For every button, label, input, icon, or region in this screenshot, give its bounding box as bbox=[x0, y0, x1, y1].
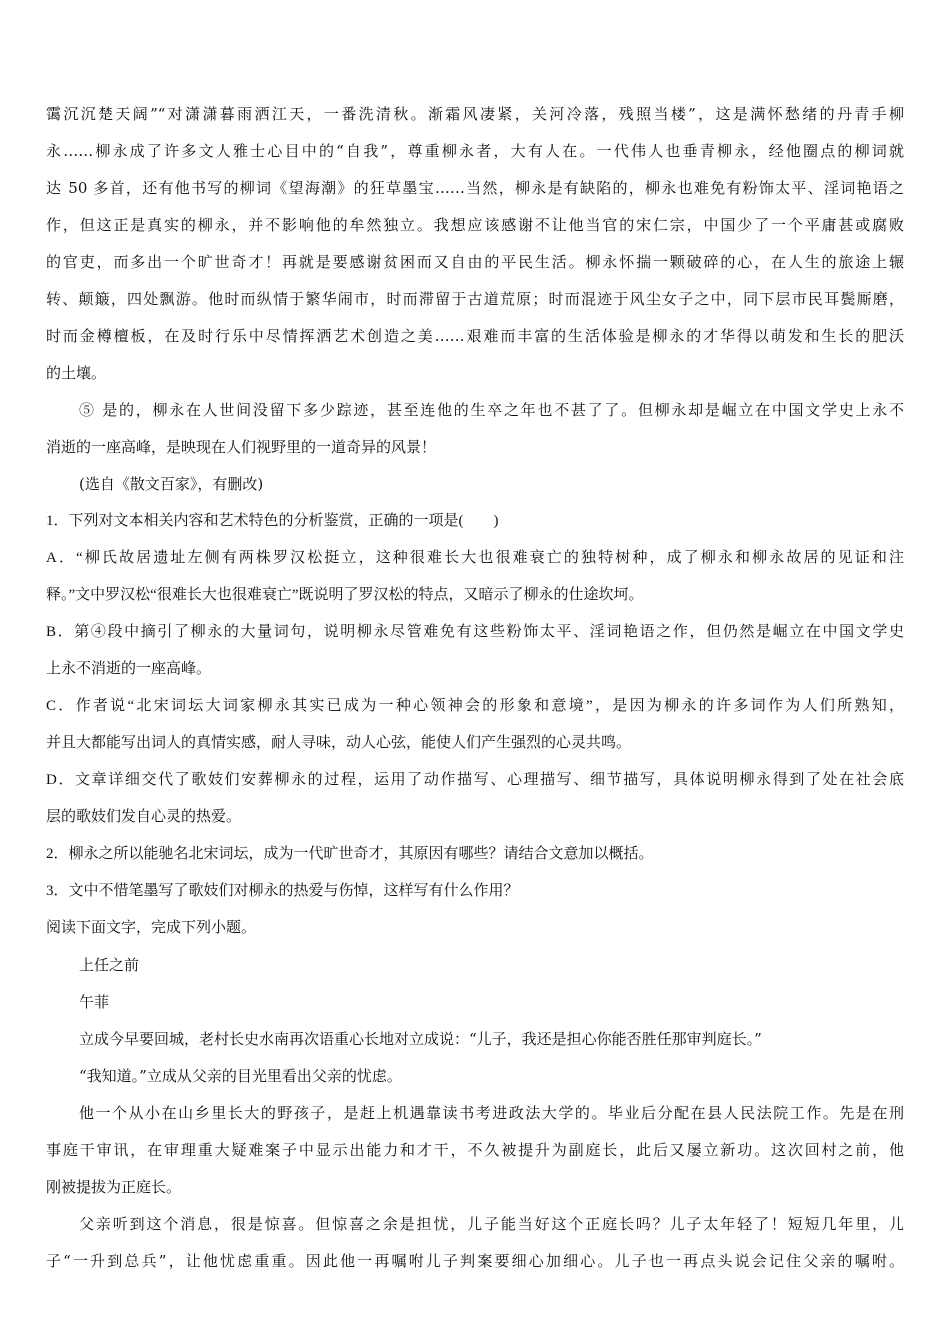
story-author: 午菲 bbox=[79, 993, 110, 1011]
passage1-paragraph4 bbox=[46, 96, 904, 392]
passage1-paragraph5 bbox=[46, 392, 904, 466]
option-line: D．文章详细交代了歌妓们安葬柳永的过程，运用了动作描写、心理描写、细节描写，具体说明柳永得到了处在社会底 bbox=[46, 772, 904, 788]
option-line: A．“柳氏故居遗址左侧有两株罗汉松挺立，这种很难长大也很难衰亡的独特树种，成了柳永和柳永故居的见证和注 bbox=[46, 550, 904, 566]
text-line: 父亲听到这个消息，很是惊喜。但惊喜之余是担忧，儿子能当好这个正庭长吗？儿子太年轻了！短短几年里，儿 bbox=[79, 1215, 904, 1233]
text-line: 刚被提拔为正庭长。 bbox=[46, 1178, 182, 1196]
text-line: 的官吏，而多出一个旷世奇才！再就是要感谢贫困而又自由的平民生活。柳永怀揣一颗破碎的心，在人生的旅途上辗 bbox=[46, 253, 904, 271]
option-d bbox=[46, 762, 904, 836]
option-c bbox=[46, 688, 904, 762]
text-line: 事庭干审讯，在审理重大疑难案子中显示出能力和才干，不久被提升为副庭长，此后又屡立新功。这次回村之前，他 bbox=[46, 1141, 904, 1159]
text-line: 霭沉沉楚天阔”“对潇潇暮雨洒江天，一番洗清秋。渐霜风凄紧，关河冷落，残照当楼”，这是满怀愁绪的丹青手柳 bbox=[46, 105, 904, 123]
text-line: 的土壤。 bbox=[46, 364, 107, 382]
text-line: 达 50 多首，还有他书写的柳词《望海潮》的狂草墨宝……当然，柳永是有缺陷的，柳永也难免有粉饰太平、淫词艳语之 bbox=[46, 179, 904, 197]
text-line: 消逝的一座高峰，是映现在人们视野里的一道奇异的风景！ bbox=[46, 438, 437, 456]
text-line: 转、颠簸，四处飘游。他时而纵情于繁华闹市，时而滞留于古道荒原；时而混迹于风尘女子之中，同下层市民耳鬓厮磨， bbox=[46, 290, 904, 308]
option-line: B．第④段中摘引了柳永的大量词句，说明柳永尽管难免有这些粉饰太平、淫词艳语之作，但仍然是崛立在中国文学史 bbox=[46, 624, 904, 640]
story-paragraph-4 bbox=[46, 1206, 904, 1280]
option-line: 层的歌妓们发自心灵的热爱。 bbox=[46, 809, 242, 825]
reading-instruction: 阅读下面文字，完成下列小题。 bbox=[46, 920, 257, 936]
option-line: C．作者说“北宋词坛大词家柳永其实已成为一种心领神会的形象和意境”，是因为柳永的许多词作为人们所熟知， bbox=[46, 698, 904, 714]
text-line: ⑤ 是的，柳永在人世间没留下多少踪迹，甚至连他的生卒之年也不甚了了。但柳永却是崛立在中国文学史上永不 bbox=[79, 401, 904, 419]
story-paragraph-2: “我知道。”立成从父亲的目光里看出父亲的忧虑。 bbox=[79, 1067, 402, 1085]
text-line: 他一个从小在山乡里长大的野孩子，是赶上机遇靠读书考进政法大学的。毕业后分配在县人民法院工作。先是在刑 bbox=[79, 1104, 904, 1122]
text-line: 时而金樽檀板，在及时行乐中尽情挥洒艺术创造之美……艰难而丰富的生活体验是柳永的才华得以萌发和生长的肥沃 bbox=[46, 327, 904, 345]
option-b bbox=[46, 614, 904, 688]
story-paragraph-3 bbox=[46, 1095, 904, 1206]
option-line: 上永不消逝的一座高峰。 bbox=[46, 661, 212, 677]
story-title: 上任之前 bbox=[79, 956, 140, 974]
text-line: 作，但这正是真实的柳永，并不影响他的牟然独立。我想应该感谢不让他当官的宋仁宗，中国少了一个平庸甚或腐败 bbox=[46, 216, 904, 234]
option-line: 并且大都能写出词人的真情实感，耐人寻味，动人心弦，能使人们产生强烈的心灵共鸣。 bbox=[46, 735, 632, 751]
question-block bbox=[46, 503, 904, 910]
text-line: 子“一升到总兵”，让他忧虑重重。因此他一再嘱咐儿子判案要细心加细心。儿子也一再点头说会记住父亲的嘱咐。 bbox=[46, 1252, 904, 1270]
story-paragraph-1: 立成今早要回城，老村长史水南再次语重心长地对立成说：“儿子，我还是担心你能否胜任那审判庭长。” bbox=[79, 1030, 762, 1048]
passage2 bbox=[46, 910, 904, 1280]
option-a bbox=[46, 540, 904, 614]
text-line: 永……柳永成了许多文人雅士心目中的“自我”，尊重柳永者，大有人在。一代伟人也垂青柳永，经他圈点的柳词就 bbox=[46, 142, 904, 160]
option-line: 释。”文中罗汉松“很难长大也很难衰亡”既说明了罗汉松的特点，又暗示了柳永的仕途坎坷。 bbox=[46, 587, 644, 603]
question-3: 3．文中不惜笔墨写了歌妓们对柳永的热爱与伤悼，这样写有什么作用？ bbox=[46, 883, 519, 899]
source-note: (选自《散文百家》，有删改) bbox=[79, 475, 264, 493]
question-1-stem: 1．下列对文本相关内容和艺术特色的分析鉴赏，正确的一项是( ) bbox=[46, 513, 499, 529]
question-2: 2．柳永之所以能驰名北宋词坛，成为一代旷世奇才，其原因有哪些？请结合文意加以概括。 bbox=[46, 846, 654, 862]
